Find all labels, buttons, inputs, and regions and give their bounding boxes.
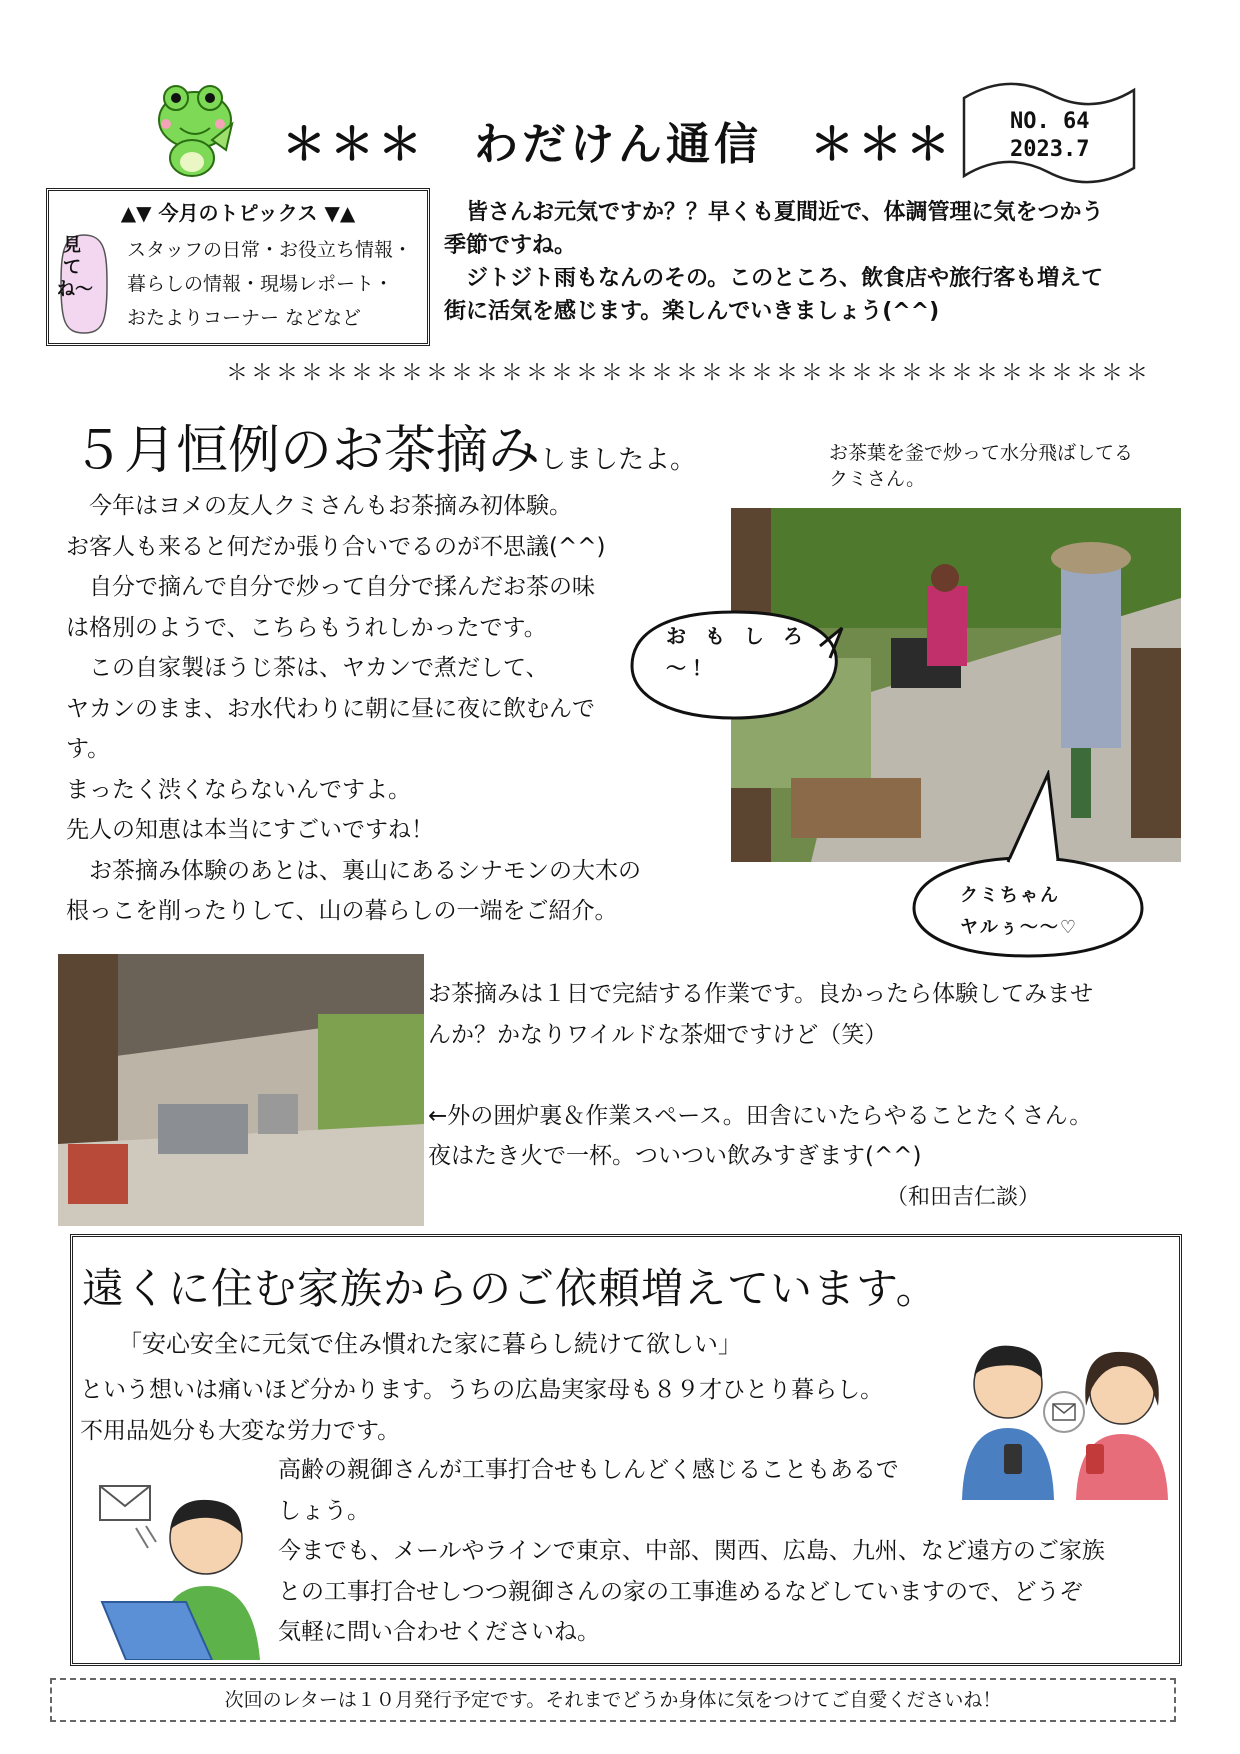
topics-heading: ▲▼ 今月のトピックス ▼▲ [120, 201, 356, 225]
family-quote: 「安心安全に元気で住み慣れた家に暮らし続けて欲しい」 [118, 1330, 742, 1358]
caption-line: クミさん。 [829, 468, 926, 490]
tea-section-title [72, 408, 696, 483]
caption-line: お茶葉を釜で炒って水分飛ばしてる [829, 442, 1134, 464]
body-line: お客人も来ると何だか張り合いでるのが不思議(^^) [66, 533, 606, 560]
topics-line: スタッフの日常・お役立ち情報・ [127, 239, 413, 261]
body-line: この自家製ほうじ茶は、ヤカンで煮だして、 [66, 655, 549, 681]
author-credit: （和田吉仁談） [886, 1185, 1041, 1210]
speech-bubble-left-text [666, 620, 809, 684]
body2-line: んか？かなりワイルドな茶畑ですけど（笑） [428, 1021, 888, 1048]
speech-bubble-right-text [960, 880, 1078, 944]
bubble-line: クミちゃん [960, 885, 1060, 906]
greeting-line: 皆さんお元気ですか？？早くも夏間近で、体調管理に気をつかう [444, 200, 1104, 225]
frog-mascot-icon [150, 80, 240, 180]
greeting-line: 季節ですね。 [444, 233, 577, 258]
photo-caption [829, 440, 1133, 492]
topics-bubble-text: 見てね〜 [57, 235, 93, 300]
body-line: は格別のようで、こちらもうれしかったです。 [66, 614, 547, 641]
family-line: 気軽に問い合わせくださいね。 [278, 1619, 600, 1645]
body2-line: お茶摘みは１日で完結する作業です。良かったら体験してみませ [428, 981, 1094, 1007]
topics-box [46, 188, 430, 346]
footer-note: 次回のレターは１０月発行予定です。それまでどうか身体に気をつけてご自愛くださいね！ [50, 1678, 1176, 1722]
family-line: 不用品処分も大変な労力です。 [80, 1417, 401, 1444]
family-body-bottom [278, 1450, 1178, 1653]
issue-label [1010, 108, 1089, 164]
body2-line: 夜はたき火で一杯。ついつい飲みすぎます(^^) [428, 1143, 922, 1169]
tea-title-suffix: しましたよ。 [540, 445, 697, 475]
body-line: 自分で摘んで自分で炒って自分で揉んだお茶の味 [66, 574, 595, 600]
body-line: 根っこを削ったりして、山の暮らしの一端をご紹介。 [66, 898, 618, 924]
family-line: との工事打合せしつつ親御さんの家の工事進めるなどしていますので、どうぞ [278, 1578, 1083, 1605]
topics-list [127, 233, 412, 335]
family-body-top [80, 1370, 960, 1451]
topics-line: 暮らしの情報・現場レポート・ [127, 273, 394, 295]
greeting-text [444, 196, 1184, 328]
body-line: ヤカンのまま、お水代わりに朝に昼に夜に飲むんで [66, 695, 595, 722]
body-line: まったく渋くならないんですよ。 [66, 776, 411, 803]
greeting-line: 街に活気を感じます。楽しんでいきましょう(^^) [444, 299, 940, 324]
family-line: 高齢の親御さんが工事打合せもしんどく感じることもあるで [278, 1457, 899, 1483]
family-line: 今までも、メールやラインで東京、中部、関西、広島、九州、など遠方のご家族 [278, 1538, 1105, 1564]
star-divider: ＊＊＊＊＊＊＊＊＊＊＊＊＊＊＊＊＊＊＊＊＊＊＊＊＊＊＊＊＊＊＊＊＊＊＊＊＊ [226, 361, 1152, 386]
tea-body2-text [428, 974, 1188, 1177]
tea-title-main: ５月恒例のお茶摘み [72, 421, 541, 481]
man-laptop-illustration-icon [96, 1476, 272, 1660]
bubble-line: ヤルぅ〜〜♡ [960, 917, 1078, 938]
family-section-title: 遠くに住む家族からのご依頼増えています。 [82, 1264, 939, 1313]
issue-date: 2023.7 [1010, 137, 1090, 162]
body2-line [428, 1055, 1188, 1096]
family-line: しょう。 [278, 1497, 370, 1524]
bubble-line: 〜！ [666, 656, 718, 680]
body-line: お茶摘み体験のあとは、裏山にあるシナモンの大木の [66, 857, 641, 884]
body-line: す。 [66, 736, 111, 762]
body-line: 今年はヨメの友人クミさんもお茶摘み初体験。 [66, 493, 572, 519]
workspace-photo [58, 954, 424, 1226]
body2-line: ←外の囲炉裏＆作業スペース。田舎にいたらやることたくさん。 [428, 1102, 1093, 1129]
topics-line: おたよりコーナー などなど [127, 307, 362, 329]
family-line: という想いは痛いほど分かります。うちの広島実家母も８９才ひとり暮らし。 [80, 1377, 884, 1403]
body-line: 先人の知恵は本当にすごいですね！ [66, 817, 434, 843]
newsletter-title: ＊＊＊ わだけん通信 ＊＊＊ [282, 119, 954, 170]
bubble-line: お も し ろ [666, 624, 809, 648]
issue-number: NO. 64 [1010, 109, 1090, 134]
greeting-line: ジトジト雨もなんのその。このところ、飲食店や旅行客も増えて [444, 266, 1104, 291]
